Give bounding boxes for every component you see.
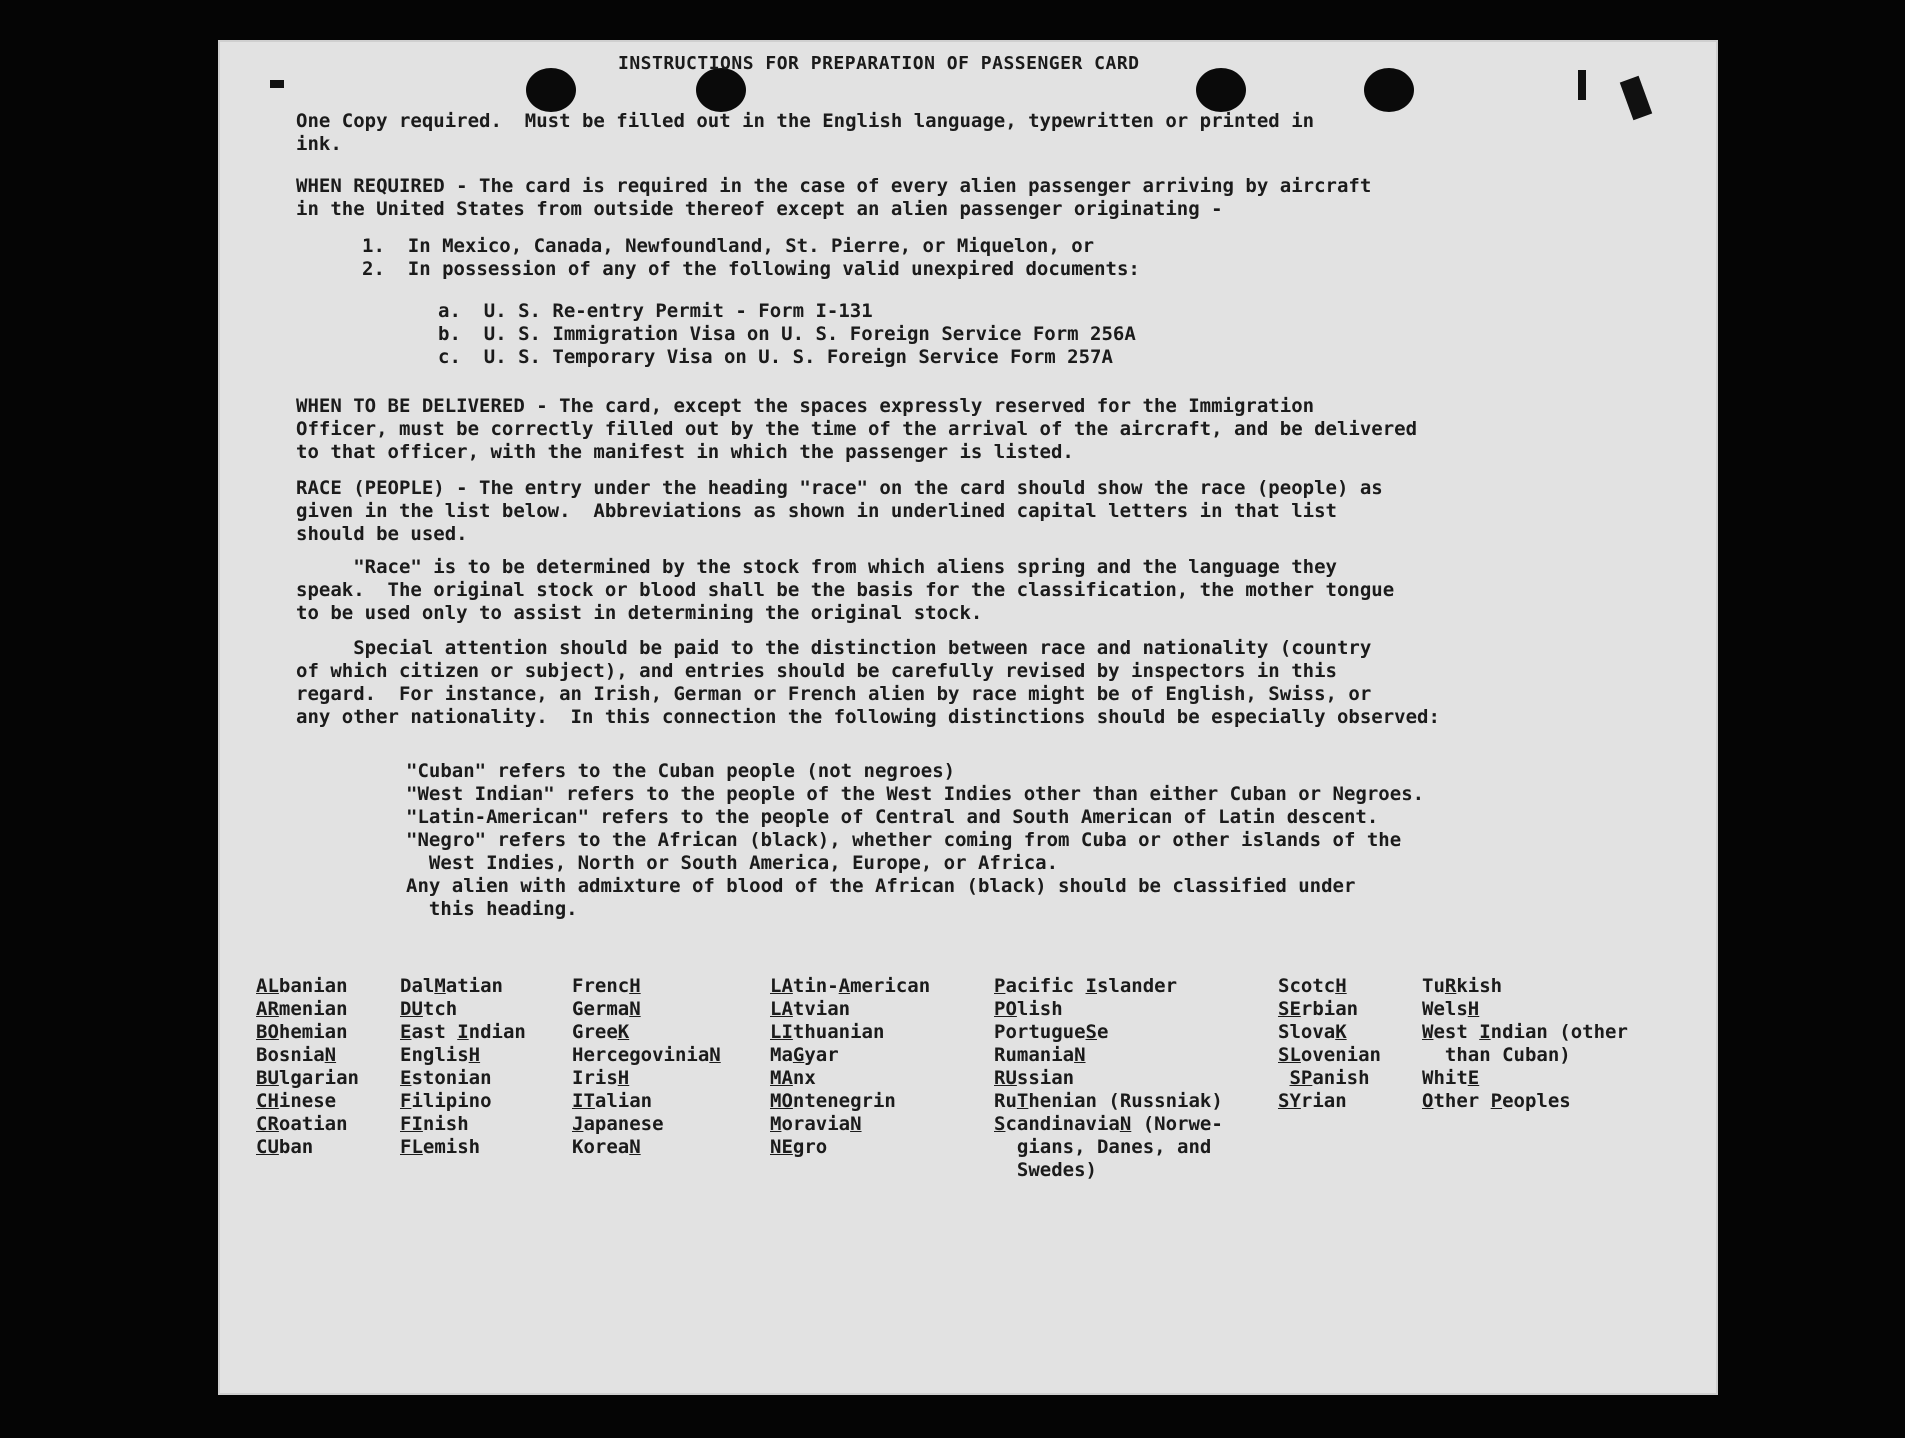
document-page bbox=[218, 40, 1718, 1395]
race-entry bbox=[400, 1136, 526, 1159]
race-entry bbox=[572, 1044, 721, 1067]
race-abbreviation: H bbox=[468, 1044, 481, 1066]
race-entry bbox=[256, 1021, 359, 1044]
race-column bbox=[256, 975, 359, 1159]
race-abbreviation: AR bbox=[256, 998, 279, 1020]
race-text: slander bbox=[1096, 975, 1178, 997]
race-text: ndian bbox=[468, 1021, 526, 1043]
race-abbreviation: N bbox=[1074, 1044, 1086, 1066]
race-entry bbox=[256, 975, 359, 998]
race-entry bbox=[770, 1067, 930, 1090]
race-abbreviation: H bbox=[629, 975, 641, 997]
race-abbreviation: LA bbox=[770, 975, 793, 997]
race-text: tch bbox=[422, 998, 458, 1020]
race-text: menian bbox=[278, 998, 348, 1020]
race-entry bbox=[770, 1090, 930, 1113]
race-entry bbox=[994, 1159, 1223, 1182]
race-abbreviation: R bbox=[1444, 975, 1457, 997]
race-text: inese bbox=[278, 1090, 337, 1112]
race-entry bbox=[994, 1067, 1223, 1090]
race-text: hemian bbox=[278, 1021, 348, 1043]
race-entry bbox=[770, 1021, 930, 1044]
race-entry bbox=[1278, 998, 1381, 1021]
exceptions-list: 1. In Mexico, Canada, Newfoundland, St. Pierre, or Miquelon, or 2. In possession of any of the following valid unexpired documents: bbox=[362, 235, 1140, 280]
race-text: ilipino bbox=[411, 1090, 492, 1112]
race-abbreviation: M bbox=[434, 975, 446, 997]
race-entry bbox=[1422, 975, 1628, 998]
race-text: ssian bbox=[1016, 1067, 1075, 1089]
intro-paragraph: One Copy required. Must be filled out in the English language, typewritten or printed in ink. bbox=[296, 110, 1315, 155]
race-abbreviation: W bbox=[1422, 1021, 1434, 1043]
race-abbreviation: E bbox=[400, 1067, 412, 1089]
race-entry bbox=[400, 1021, 526, 1044]
race-abbreviation: I bbox=[457, 1021, 469, 1043]
race-entry bbox=[572, 1067, 721, 1090]
page-title: INSTRUCTIONS FOR PREPARATION OF PASSENGER CARD bbox=[618, 53, 1140, 74]
race-abbreviation: K bbox=[1335, 1021, 1347, 1043]
race-text: ther bbox=[1433, 1090, 1491, 1112]
race-abbreviation: MO bbox=[770, 1090, 793, 1112]
race-entry bbox=[572, 1021, 721, 1044]
race-abbreviation: F bbox=[400, 1090, 412, 1112]
race-text: acific bbox=[1005, 975, 1086, 997]
race-entry bbox=[1278, 975, 1381, 998]
race-column bbox=[1422, 975, 1628, 1113]
race-abbreviation: N bbox=[1119, 1113, 1132, 1135]
race-abbreviation: G bbox=[792, 1044, 805, 1066]
race-entry bbox=[400, 998, 526, 1021]
document-body bbox=[218, 40, 1718, 1395]
race-text: nx bbox=[792, 1067, 816, 1089]
race-people-paragraph: RACE (PEOPLE) - The entry under the heading "race" on the card should show the race (people) as given in the list below. Abbreviations as shown in underlined capital letters in that list should be used. bbox=[296, 477, 1383, 545]
race-entry bbox=[994, 975, 1223, 998]
distinctions-list: "Cuban" refers to the Cuban people (not negroes) "West Indian" refers to the people of the West Indies other than either Cuban or Negroes. "Latin-American" refers to the people of Central and South American of Latin descent. "Negro" refers to the African (black), whether coming from Cuba or other islands of the West Indies, North or South America, Europe, or Africa. Any alien with admixture of blood of the African (black) should be classified under this heading. bbox=[406, 760, 1425, 920]
race-abbreviation: H bbox=[617, 1067, 630, 1089]
race-text: Korea bbox=[572, 1136, 630, 1158]
race-text: tvian bbox=[792, 998, 851, 1020]
race-entry bbox=[994, 1090, 1223, 1113]
race-text: Germa bbox=[572, 998, 630, 1020]
race-entry bbox=[256, 1113, 359, 1136]
race-abbreviation: S bbox=[1085, 1021, 1097, 1043]
race-text: banian bbox=[278, 975, 348, 997]
race-abbreviation: LA bbox=[770, 998, 793, 1020]
race-text: Ru bbox=[994, 1090, 1017, 1112]
race-abbreviation: N bbox=[709, 1044, 721, 1066]
race-text: oravia bbox=[781, 1113, 851, 1135]
race-text: lgarian bbox=[278, 1067, 359, 1089]
race-text: tin- bbox=[792, 975, 839, 997]
race-abbreviation: FL bbox=[400, 1136, 423, 1158]
race-text: Frenc bbox=[572, 975, 630, 997]
race-text: atian bbox=[445, 975, 503, 997]
race-text: ndian (other bbox=[1490, 1021, 1628, 1043]
race-abbreviation: T bbox=[1016, 1090, 1029, 1112]
race-entry bbox=[572, 1136, 721, 1159]
race-entry bbox=[572, 998, 721, 1021]
race-text: anish bbox=[1312, 1067, 1370, 1089]
race-entry bbox=[1278, 1090, 1381, 1113]
race-text: ban bbox=[278, 1136, 314, 1158]
race-entry bbox=[1422, 1021, 1628, 1044]
race-entry bbox=[1422, 1090, 1628, 1113]
race-entry bbox=[256, 1090, 359, 1113]
race-text: alian bbox=[594, 1090, 653, 1112]
race-text: (Norwe- bbox=[1131, 1113, 1223, 1135]
race-list bbox=[256, 975, 1696, 1215]
race-text: rian bbox=[1300, 1090, 1347, 1112]
race-text: nish bbox=[422, 1113, 469, 1135]
race-text: Slova bbox=[1278, 1021, 1336, 1043]
race-abbreviation: I bbox=[1085, 975, 1097, 997]
when-required-paragraph: WHEN REQUIRED - The card is required in the case of every alien passenger arriving by aircraft in the United States from outside thereof except an alien passenger originating - bbox=[296, 175, 1372, 220]
race-text: thuanian bbox=[792, 1021, 885, 1043]
race-entry bbox=[770, 1113, 930, 1136]
race-entry bbox=[256, 1044, 359, 1067]
race-abbreviation: P bbox=[1490, 1090, 1503, 1112]
race-entry bbox=[572, 1090, 721, 1113]
race-column bbox=[400, 975, 526, 1159]
race-entry bbox=[994, 1021, 1223, 1044]
race-abbreviation: E bbox=[1467, 1067, 1480, 1089]
race-abbreviation: P bbox=[994, 975, 1006, 997]
race-text: ovenian bbox=[1300, 1044, 1381, 1066]
race-determined-paragraph: "Race" is to be determined by the stock from which aliens spring and the language they speak. The original stock or blood shall be the basis for the classification, the mother tongue to be used only to assist in determining the original stock. bbox=[296, 556, 1395, 624]
race-text: oatian bbox=[278, 1113, 348, 1135]
race-abbreviation: N bbox=[629, 1136, 641, 1158]
race-text: Portugue bbox=[994, 1021, 1086, 1043]
race-text: ntenegrin bbox=[792, 1090, 896, 1112]
race-abbreviation: NE bbox=[770, 1136, 793, 1158]
documents-list: a. U. S. Re-entry Permit - Form I-131 b. U. S. Immigration Visa on U. S. Foreign Service Form 256A c. U. S. Temporary Visa on U. S. Foreign Service Form 257A bbox=[438, 300, 1136, 368]
race-text: henian (Russniak) bbox=[1028, 1090, 1223, 1112]
race-column bbox=[572, 975, 721, 1159]
race-abbreviation: A bbox=[838, 975, 851, 997]
race-column bbox=[1278, 975, 1381, 1113]
race-entry bbox=[1278, 1021, 1381, 1044]
race-text: kish bbox=[1456, 975, 1503, 997]
race-abbreviation: K bbox=[617, 1021, 630, 1043]
race-abbreviation: PO bbox=[994, 998, 1017, 1020]
race-abbreviation: LI bbox=[770, 1021, 793, 1043]
race-abbreviation: AL bbox=[256, 975, 279, 997]
race-abbreviation: S bbox=[994, 1113, 1006, 1135]
race-abbreviation: BU bbox=[256, 1067, 279, 1089]
race-abbreviation: CR bbox=[256, 1113, 279, 1135]
race-text: Rumania bbox=[994, 1044, 1075, 1066]
race-abbreviation: MA bbox=[770, 1067, 793, 1089]
race-abbreviation: E bbox=[400, 1021, 412, 1043]
race-entry bbox=[994, 1113, 1223, 1136]
race-text: gro bbox=[792, 1136, 828, 1158]
race-abbreviation: H bbox=[1467, 998, 1480, 1020]
race-abbreviation: IT bbox=[572, 1090, 595, 1112]
race-abbreviation: RU bbox=[994, 1067, 1017, 1089]
race-entry bbox=[572, 975, 721, 998]
race-column bbox=[770, 975, 930, 1159]
race-entry bbox=[400, 975, 526, 998]
race-entry bbox=[770, 1136, 930, 1159]
race-entry bbox=[1278, 1044, 1381, 1067]
race-text: Bosnia bbox=[256, 1044, 325, 1066]
race-text: candinavia bbox=[1005, 1113, 1120, 1135]
race-abbreviation: SY bbox=[1278, 1090, 1301, 1112]
race-text: ast bbox=[411, 1021, 458, 1043]
race-text: yar bbox=[804, 1044, 839, 1066]
race-abbreviation: H bbox=[1335, 975, 1347, 997]
race-entry bbox=[400, 1090, 526, 1113]
race-text: apanese bbox=[583, 1113, 664, 1135]
race-abbreviation: SL bbox=[1278, 1044, 1301, 1066]
race-text: than Cuban) bbox=[1422, 1044, 1571, 1066]
race-column bbox=[994, 975, 1223, 1182]
race-entry bbox=[1422, 1044, 1628, 1067]
race-entry bbox=[400, 1067, 526, 1090]
race-abbreviation: N bbox=[850, 1113, 862, 1135]
race-text: emish bbox=[422, 1136, 481, 1158]
race-abbreviation: CH bbox=[256, 1090, 279, 1112]
race-text: Dal bbox=[400, 975, 435, 997]
race-abbreviation: FI bbox=[400, 1113, 423, 1135]
race-text: Whit bbox=[1422, 1067, 1468, 1089]
race-abbreviation: CU bbox=[256, 1136, 279, 1158]
race-text: e bbox=[1096, 1021, 1109, 1043]
race-text: Scotc bbox=[1278, 975, 1336, 997]
race-text: Tu bbox=[1422, 975, 1445, 997]
race-text: rbian bbox=[1300, 998, 1359, 1020]
race-abbreviation: I bbox=[1479, 1021, 1491, 1043]
race-entry bbox=[1278, 1067, 1381, 1090]
race-text: Ma bbox=[770, 1044, 793, 1066]
race-text: eoples bbox=[1502, 1090, 1571, 1112]
race-abbreviation: J bbox=[572, 1113, 584, 1135]
race-entry bbox=[256, 998, 359, 1021]
race-entry bbox=[770, 1044, 930, 1067]
race-text: gians, Danes, and bbox=[994, 1136, 1212, 1158]
race-entry bbox=[770, 998, 930, 1021]
race-text bbox=[1278, 1067, 1289, 1089]
race-entry bbox=[572, 1113, 721, 1136]
race-entry bbox=[1422, 1067, 1628, 1090]
race-text: stonian bbox=[411, 1067, 492, 1089]
race-entry bbox=[400, 1044, 526, 1067]
special-attention-paragraph: Special attention should be paid to the distinction between race and nationality (country of which citizen or subject), and entries should be carefully revised by inspectors in this regard. For instance, an Irish, German or French alien by race might be of English, Swiss, or any other nationality. In this connection the following distinctions should be especially observed: bbox=[296, 637, 1440, 728]
race-text: Wels bbox=[1422, 998, 1468, 1020]
race-entry bbox=[994, 1044, 1223, 1067]
race-text: lish bbox=[1016, 998, 1063, 1020]
race-entry bbox=[770, 975, 930, 998]
race-abbreviation: O bbox=[1422, 1090, 1434, 1112]
race-entry bbox=[994, 998, 1223, 1021]
race-text: Gree bbox=[572, 1021, 618, 1043]
race-abbreviation: N bbox=[629, 998, 641, 1020]
race-abbreviation: BO bbox=[256, 1021, 279, 1043]
race-abbreviation: N bbox=[324, 1044, 337, 1066]
when-delivered-paragraph: WHEN TO BE DELIVERED - The card, except the spaces expressly reserved for the Immigration Officer, must be correctly filled out by the time of the arrival of the aircraft, and be delivered to that officer, with the manifest in which the passenger is listed. bbox=[296, 395, 1418, 463]
race-text: Hercegovinia bbox=[572, 1044, 710, 1066]
race-text: Englis bbox=[400, 1044, 469, 1066]
race-entry bbox=[1422, 998, 1628, 1021]
race-entry bbox=[400, 1113, 526, 1136]
race-abbreviation: DU bbox=[400, 998, 423, 1020]
race-text: est bbox=[1433, 1021, 1480, 1043]
race-entry bbox=[256, 1136, 359, 1159]
race-entry bbox=[994, 1136, 1223, 1159]
race-text: Swedes) bbox=[994, 1159, 1097, 1181]
race-text: merican bbox=[850, 975, 931, 997]
race-abbreviation: SP bbox=[1289, 1067, 1313, 1089]
race-abbreviation: SE bbox=[1278, 998, 1301, 1020]
race-abbreviation: M bbox=[770, 1113, 782, 1135]
race-entry bbox=[256, 1067, 359, 1090]
race-text: Iris bbox=[572, 1067, 618, 1089]
